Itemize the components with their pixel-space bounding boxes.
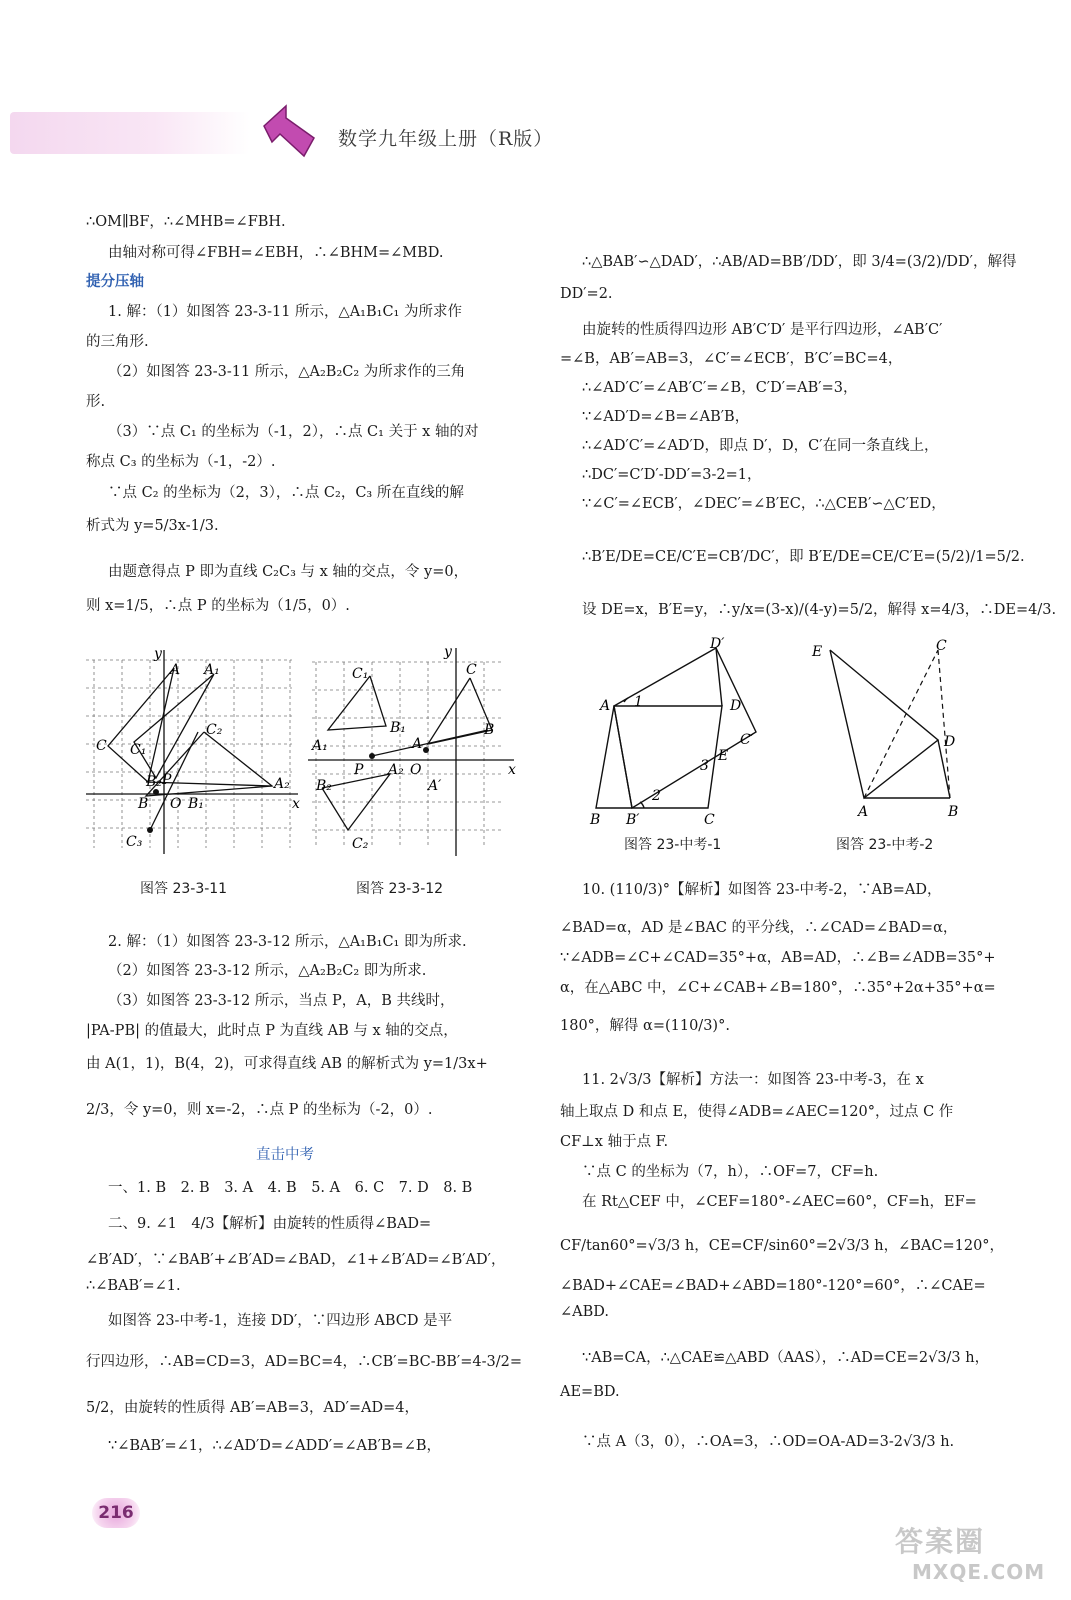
text-line: ∴∠AD′C′=∠AD′D，即点 D′，D，C′在同一条直线上，: [582, 438, 939, 454]
svg-text:A: A: [600, 698, 611, 714]
text-line: （2）如图答 23-3-11 所示，△A₂B₂C₂ 为所求作的三角: [108, 364, 466, 380]
text-line: CF⊥x 轴于点 F.: [560, 1134, 669, 1150]
text-line: ∵点 C₂ 的坐标为（2，3），∴点 C₂，C₃ 所在直线的解: [108, 485, 464, 501]
watermark: 答案圈: [895, 1525, 986, 1558]
figure-caption: 图答 23-3-12: [356, 881, 444, 897]
text-line: 如图答 23-中考-1，连接 DD′，∵四边形 ABCD 是平: [108, 1313, 453, 1329]
text-line: 的三角形.: [86, 334, 149, 350]
svg-text:C₁: C₁: [130, 742, 147, 758]
page-header-title: 数学九年级上册（R版）: [338, 128, 554, 150]
text-line: 1. 解：（1）如图答 23-3-11 所示，△A₁B₁C₁ 为所求作: [108, 304, 462, 320]
figure-23-zhongkao-2: [808, 636, 978, 826]
svg-text:B₁: B₁: [390, 720, 406, 736]
text-line: 称点 C₃ 的坐标为（-1，-2）.: [86, 454, 276, 470]
svg-text:A′: A′: [428, 778, 442, 794]
section-heading: 提分压轴: [86, 274, 144, 290]
svg-text:C₃: C₃: [126, 834, 143, 850]
svg-text:O: O: [170, 796, 182, 812]
svg-text:C: C: [96, 738, 107, 754]
svg-text:B′: B′: [626, 812, 640, 828]
svg-text:C′: C′: [740, 732, 754, 748]
text-line: ∵AB=CA，∴△CAE≌△ABD（AAS），∴AD=CE=2√3/3 h，: [582, 1350, 990, 1366]
text-line: 二、9. ∠1 4/3【解析】由旋转的性质得∠BAD=: [108, 1216, 432, 1232]
text-line: （3）如图答 23-3-12 所示，当点 P，A，B 共线时，: [108, 993, 455, 1009]
text-line: 则 x=1/5，∴点 P 的坐标为（1/5，0）.: [86, 598, 350, 614]
text-line: 轴上取点 D 和点 E，使得∠ADB=∠AEC=120°，过点 C 作: [560, 1104, 954, 1120]
figure-23-3-11: [86, 648, 306, 858]
text-line: 2. 解：（1）如图答 23-3-12 所示，△A₁B₁C₁ 即为所求.: [108, 934, 467, 950]
figure-23-3-12: [308, 644, 528, 858]
text-line: 180°，解得 α=(110/3)°.: [560, 1018, 730, 1034]
text-line: 形.: [86, 394, 106, 410]
figure-23-zhongkao-1: [590, 636, 770, 826]
svg-text:2: 2: [652, 788, 661, 804]
text-line: 析式为 y=5/3x-1/3.: [86, 518, 219, 534]
svg-text:D: D: [730, 698, 742, 714]
section-heading: 直击中考: [256, 1147, 314, 1163]
text-line: ∵∠AD′D=∠B=∠AB′B，: [582, 409, 750, 425]
text-line: ∴△BAB′∽△DAD′，∴AB/AD=BB′/DD′，即 3/4=(3/2)/DD′，解得: [582, 254, 1017, 270]
svg-text:E: E: [718, 748, 729, 764]
svg-text:C₁: C₁: [352, 666, 369, 682]
text-line: CF/tan60°=√3/3 h，CE=CF/sin60°=2√3/3 h，∠BAC=120°，: [560, 1238, 1005, 1254]
svg-text:A₁: A₁: [312, 738, 328, 754]
page-number: 216: [92, 1498, 140, 1528]
text-line: ∵点 A（3，0），∴OA=3，∴OD=OA-AD=3-2√3/3 h.: [582, 1434, 955, 1450]
svg-text:C: C: [936, 638, 947, 654]
text-line: （3）∵点 C₁ 的坐标为（-1，2），∴点 C₁ 关于 x 轴的对: [108, 424, 479, 440]
text-line: ∵点 C 的坐标为（7，h），∴OF=7，CF=h.: [582, 1164, 879, 1180]
svg-text:C: C: [704, 812, 715, 828]
svg-text:P: P: [354, 762, 364, 778]
svg-text:1: 1: [634, 694, 643, 710]
svg-text:y: y: [154, 646, 162, 662]
text-line: ∵∠BAB′=∠1，∴∠AD′D=∠ADD′=∠AB′B=∠B，: [108, 1438, 442, 1454]
svg-text:A: A: [412, 736, 423, 752]
svg-text:x: x: [508, 762, 516, 778]
text-line: 由 A(1，1)，B(4，2)，可求得直线 AB 的解析式为 y=1/3x+: [86, 1056, 488, 1072]
svg-text:B₂: B₂: [316, 778, 332, 794]
svg-text:A₂: A₂: [388, 762, 404, 778]
svg-text:E: E: [812, 644, 823, 660]
text-line: 由题意得点 P 即为直线 C₂C₃ 与 x 轴的交点，令 y=0，: [108, 564, 469, 580]
svg-text:A: A: [858, 804, 869, 820]
svg-text:B: B: [948, 804, 959, 820]
text-line: AE=BD.: [560, 1384, 620, 1400]
svg-text:A: A: [170, 662, 181, 678]
svg-text:y: y: [444, 644, 452, 660]
text-line: ∠ABD.: [560, 1304, 609, 1320]
text-line: DD′=2.: [560, 286, 613, 302]
text-line: ∴B′E/DE=CE/C′E=CB′/DC′，即 B′E/DE=CE/C′E=(5/2)/1=5/2.: [582, 549, 1025, 565]
answer-line: 一、1. B 2. B 3. A 4. B 5. A 6. C 7. D 8. B: [108, 1180, 473, 1196]
figure-labels: [310, 644, 516, 852]
text-line: ∠BAD+∠CAE=∠BAD+∠ABD=180°-120°=60°，∴∠CAE=: [560, 1278, 986, 1294]
figure-caption: 图答 23-3-11: [140, 881, 228, 897]
svg-text:C: C: [466, 662, 477, 678]
svg-text:B₂: B₂: [146, 774, 162, 790]
text-line: 5/2，由旋转的性质得 AB′=AB=3，AD′=AD=4，: [86, 1400, 420, 1416]
arrow-icon: [262, 104, 322, 164]
svg-text:x: x: [292, 796, 300, 812]
text-line: ∴∠AD′C′=∠AB′C′=∠B，C′D′=AB′=3，: [582, 380, 858, 396]
text-line: |PA-PB| 的值最大，此时点 P 为直线 AB 与 x 轴的交点，: [86, 1023, 458, 1039]
svg-text:D′: D′: [710, 636, 725, 652]
text-line: 行四边形，∴AB=CD=3，AD=BC=4，∴CB′=BC-BB′=4-3/2=: [86, 1354, 522, 1370]
watermark-url: MXQE.COM: [912, 1560, 1046, 1584]
svg-text:B: B: [484, 722, 495, 738]
text-line: 在 Rt△CEF 中，∠CEF=180°-∠AEC=60°，CF=h，EF=: [582, 1194, 977, 1210]
text-line: ∴∠BAB′=∠1.: [86, 1278, 181, 1294]
figure-labels: [96, 646, 300, 850]
text-line: 11. 2√3/3【解析】方法一：如图答 23-中考-3，在 x: [582, 1072, 924, 1088]
text-line: =∠B，AB′=AB=3，∠C′=∠ECB′，B′C′=BC=4，: [560, 351, 903, 367]
svg-text:B: B: [138, 796, 149, 812]
header-decoration: [10, 112, 250, 154]
svg-text:B: B: [590, 812, 601, 828]
text-line: 10. (110/3)°【解析】如图答 23-中考-2，∵AB=AD，: [582, 882, 942, 898]
svg-text:C₂: C₂: [352, 836, 369, 852]
svg-text:C₂: C₂: [206, 722, 223, 738]
text-line: 设 DE=x，B′E=y，∴y/x=(3-x)/(4-y)=5/2，解得 x=4/3，∴DE=4/3.: [582, 602, 1057, 618]
text-line: 2/3，令 y=0，则 x=-2，∴点 P 的坐标为（-2，0）.: [86, 1102, 433, 1118]
text-line: 由旋转的性质得四边形 AB′C′D′ 是平行四边形，∠AB′C′: [582, 322, 943, 338]
text-line: （2）如图答 23-3-12 所示，△A₂B₂C₂ 即为所求.: [108, 963, 427, 979]
text-line: ∴OM∥BF，∴∠MHB=∠FBH.: [86, 214, 286, 230]
svg-text:3: 3: [700, 758, 709, 774]
svg-text:B₁: B₁: [188, 796, 204, 812]
text-line: ∴DC′=C′D′-DD′=3-2=1，: [582, 467, 762, 483]
text-line: ∵∠ADB=∠C+∠CAD=35°+α，AB=AD，∴∠B=∠ADB=35°+: [560, 950, 996, 966]
text-line: ∠B′AD′，∵∠BAB′+∠B′AD=∠BAD，∠1+∠B′AD=∠B′AD′，: [86, 1252, 506, 1268]
text-line: α，在△ABC 中，∠C+∠CAB+∠B=180°，∴35°+2α+35°+α=: [560, 980, 996, 996]
figure-caption: 图答 23-中考-2: [836, 837, 934, 853]
svg-text:A₁: A₁: [204, 662, 220, 678]
figure-labels: [589, 636, 755, 828]
svg-text:P: P: [162, 772, 172, 788]
svg-text:A₂: A₂: [274, 776, 290, 792]
text-line: 由轴对称可得∠FBH=∠EBH，∴∠BHM=∠MBD.: [108, 245, 444, 261]
figure-caption: 图答 23-中考-1: [624, 837, 722, 853]
text-line: ∵∠C′=∠ECB′，∠DEC′=∠B′EC，∴△CEB′∽△C′ED，: [582, 496, 946, 512]
svg-text:D: D: [944, 734, 956, 750]
svg-text:O: O: [410, 762, 422, 778]
text-line: ∠BAD=α，AD 是∠BAC 的平分线，∴∠CAD=∠BAD=α，: [560, 920, 958, 936]
